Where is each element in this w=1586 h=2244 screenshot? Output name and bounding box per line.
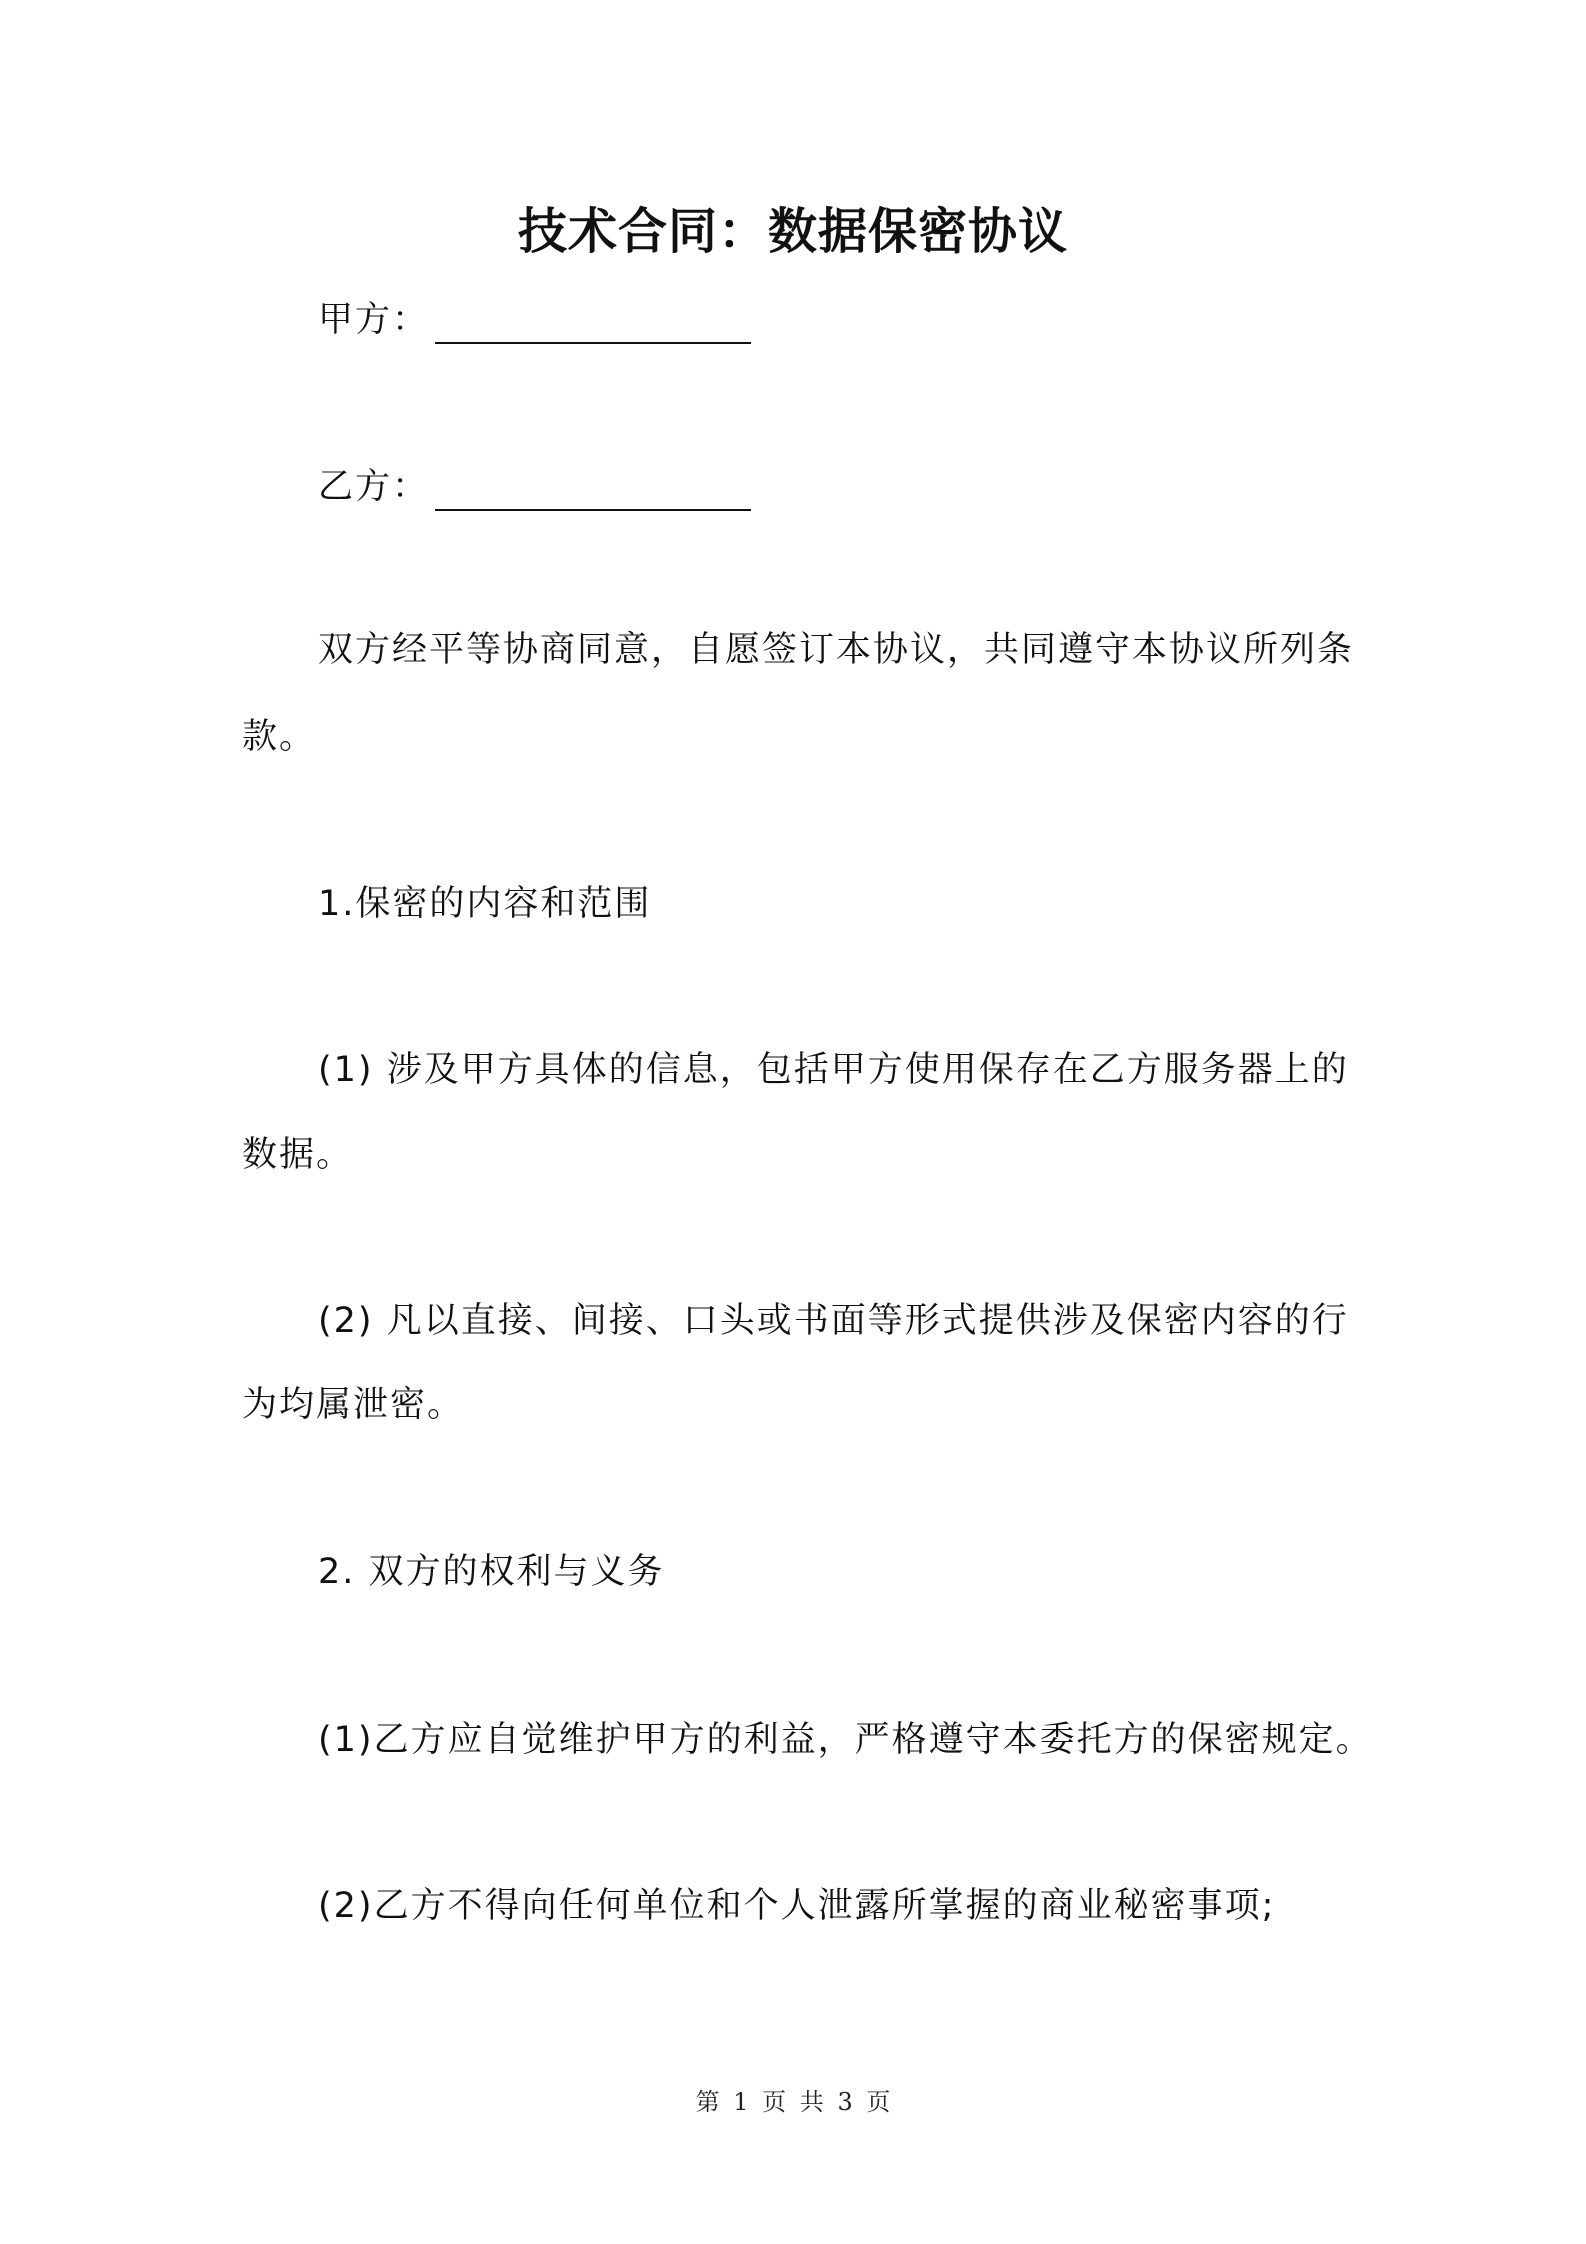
party-b-label: 乙方： <box>318 467 430 507</box>
paragraph-intro-line-2: 款。 <box>242 717 317 757</box>
clause-2-1: (1)乙方应自觉维护甲方的利益，严格遵守本委托方的保密规定。 <box>318 1720 1373 1760</box>
party-b-blank <box>435 473 751 511</box>
section-1-heading: 1.保密的内容和范围 <box>318 884 652 924</box>
party-a-line <box>318 296 751 344</box>
clause-2-2: (2)乙方不得向任何单位和个人泄露所掌握的商业秘密事项; <box>318 1886 1276 1926</box>
party-a-blank <box>435 306 751 344</box>
section-2-heading: 2. 双方的权利与义务 <box>318 1552 665 1592</box>
clause-1-2-line-1: (2) 凡以直接、间接、口头或书面等形式提供涉及保密内容的行 <box>318 1301 1349 1341</box>
document-title: 技术合同：数据保密协议 <box>517 202 1068 260</box>
paragraph-intro-line-1: 双方经平等协商同意，自愿签订本协议，共同遵守本协议所列条 <box>318 630 1355 670</box>
page-number-footer: 第 1 页 共 3 页 <box>695 2088 891 2116</box>
clause-1-1-line-1: (1) 涉及甲方具体的信息，包括甲方使用保存在乙方服务器上的 <box>318 1050 1349 1090</box>
clause-1-2-line-2: 为均属泄密。 <box>242 1385 465 1425</box>
party-b-line <box>318 463 751 511</box>
clause-1-1-line-2: 数据。 <box>242 1135 354 1175</box>
party-a-label: 甲方： <box>318 300 430 340</box>
